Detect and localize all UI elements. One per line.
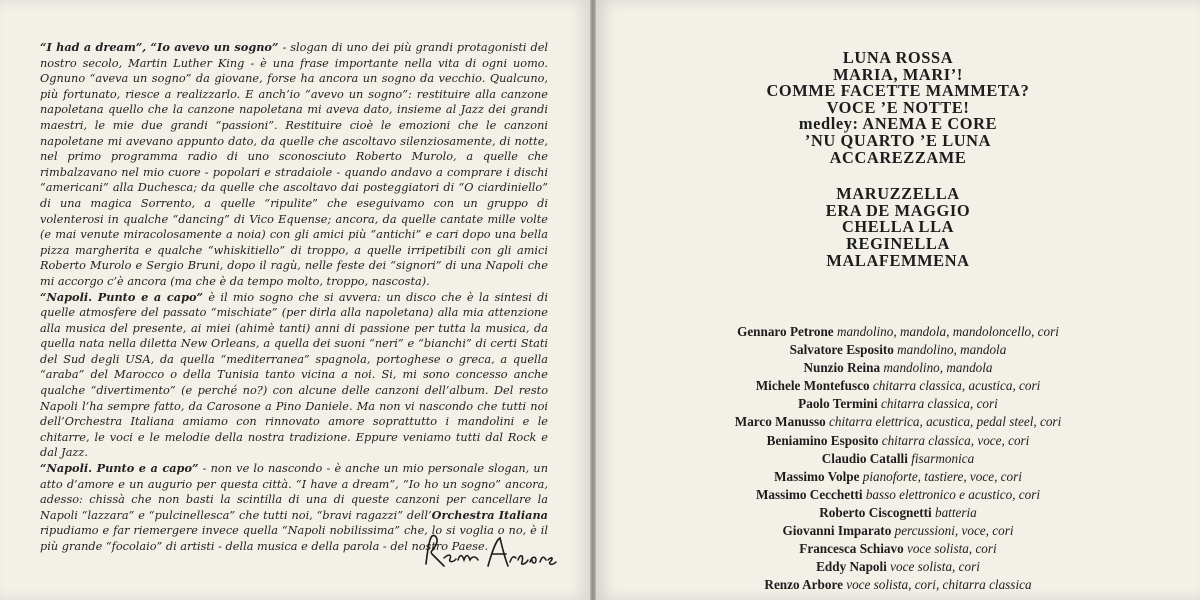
essay-segment: “I had a dream”, “Io avevo un sogno” (40, 40, 279, 54)
musician-role: batteria (934, 504, 977, 520)
musician-role: pianoforte, tastiere, voce, cori (862, 468, 1022, 484)
credit-row (596, 486, 1200, 504)
song-title: medley: ANEMA E CORE (798, 114, 998, 134)
essay-segment: “Napoli. Punto e a capo” (40, 461, 199, 476)
musician-name: Beniamino Esposito (766, 432, 879, 448)
essay-text (40, 40, 548, 555)
song-title: ’NU QUARTO ’E LUNA (804, 130, 992, 150)
credit-row (596, 323, 1200, 341)
essay-segment: “Napoli. Punto e a capo” (40, 289, 204, 304)
musician-name: Michele Montefusco (755, 378, 870, 394)
musician-name: Marco Manusso (734, 414, 826, 430)
song-title: MALAFEMMENA (826, 250, 970, 270)
credit-row (596, 432, 1200, 450)
musician-name: Paolo Termini (798, 396, 878, 412)
song-title: COMME FACETTE MAMMETA? (766, 81, 1030, 101)
musician-role: chitarra classica, voce, cori (881, 432, 1030, 448)
musician-name: Massimo Volpe (774, 468, 860, 484)
credit-row (596, 450, 1200, 468)
musician-role: voce solista, cori, chitarra classica (846, 577, 1032, 593)
musician-role: voce solista, cori (890, 559, 980, 575)
credit-row (596, 377, 1200, 395)
musician-role: percussioni, voce, cori (894, 523, 1014, 539)
musician-role: mandolino, mandola, mandoloncello, cori (836, 324, 1059, 339)
credit-row (596, 522, 1200, 540)
musician-role: basso elettronico e acustico, cori (865, 486, 1041, 502)
song-title: MARUZZELLA (836, 184, 960, 204)
essay-paragraph-2 (40, 290, 548, 462)
musician-name: Francesca Schiavo (799, 541, 904, 557)
essay-segment: ripudiamo e far riemergere invece quella “Napoli nobilissima” che, lo si voglia o no, è il più grande “focolaio” di artisti - della musica e della parola - del nostro Paese. (40, 524, 548, 553)
song-title: REGINELLA (846, 233, 950, 253)
musician-name: Salvatore Esposito (789, 342, 894, 358)
song-title: VOCE ’E NOTTE! (826, 97, 970, 117)
credit-row (596, 468, 1200, 486)
song-title: LUNA ROSSA (842, 48, 954, 67)
credit-row (596, 395, 1200, 413)
musician-role: voce solista, cori (906, 541, 997, 557)
song-list-gap (596, 166, 1200, 186)
musician-name: Roberto Ciscognetti (819, 504, 932, 520)
musician-name: Massimo Cecchetti (755, 486, 863, 502)
musician-name: Giovanni Imparato (782, 523, 892, 539)
essay-segment: - non ve lo nascondo - è anche un mio personale slogan, un atto d’amore e un augurio per questa città. “I have a dream”, “Io ho un sogno” ancora, adesso: chissà che non basti la scintilla di una di queste canzoni per cancellare la Napoli “lazzara” e “pulcinellesca” che tutti noi, “bravi ragazzi” dell’ (40, 462, 548, 522)
handwritten-signature (418, 526, 558, 576)
song-title: ERA DE MAGGIO (825, 200, 971, 220)
song-list (596, 50, 1200, 269)
musician-name: Claudio Catalli (821, 450, 908, 466)
credit-row (596, 540, 1200, 558)
left-page (0, 0, 590, 600)
credit-row (596, 576, 1200, 594)
essay-segment: - slogan di uno dei più grandi protagonisti del nostro secolo, Martin Luther King - è una frase importante nella vita di ogni uomo. Ognuno “aveva un sogno” da giovane, forse ha ancora un sogno da vecchio. Qualcuno, più fortunato, riesce a realizzarlo. E anch’io “avevo un sogno”: restituire alla canzone napoletana quello che la canzone napoletana mi aveva dato, insieme al Jazz dei grandi maestri, le mie due grandi “passioni”. Restituire cioè le emozioni che le canzoni napoletane mi avevano appunto dato, da quelle che ascoltavo silenziosamente, di notte, nel primo programma radio di uno sconosciuto Roberto Murolo, a quelle che rimbalzavano nel mio cuore - popolari e stradaiole - quando andavo a comprare i dischi “americani” alla Duchesca; da quelle che ascoltavo dai posteggiatori di “O ciardiniello” di una magica Sorrento, a quelle “ripulite” che eseguivamo con un gruppo di volenterosi in qualche “dancing” di Vico Equense; ancora, da quelle cantate mille volte (e mai venute miracolosamente a noia) con gli amici più “antichi” e cari dopo una bella pizza margherita e qualche “whiskitiello” di troppo, a quelle irripetibili con gli amici Roberto Murolo e Sergio Bruni, dopo il ragù, nelle feste dei “signori” di una Napoli che mi accorgo c’è ancora (ma che è da tempo molto, troppo, nascosta). (40, 41, 548, 288)
musician-role: mandolino, mandola (897, 342, 1007, 358)
musician-role: chitarra classica, cori (880, 396, 998, 412)
essay-segment: è il mio sogno che si avvera: un disco che è la sintesi di quelle atmosfere del passato “mischiate” (per dirla alla napoletana) alla mia attenzione alla musica del presente, ai miei (ahimè tanti) anni di passione per tutta la musica, da quella nata nella diletta New Orleans, a quella dei suoni “neri” e “bianchi” di certi Stati del Sud degli USA, da quella “mediterranea” spagnola, portoghese o greca, a quella “araba” del Marocco o della Tunisia tanto vicina a noi. Si, mi sono concesso anche qualche “divertimento” (e perché no?) con alcune delle canzoni dell’album. Del resto Napoli l’ha sempre fatto, da Carosone a Pino Daniele. Ma non vi nascondo che tutti noi dell’Orchestra Italiana amiamo con rinnovato amore soprattutto i mandolini e le chitarre, le voci e le melodie della nostra tradizione. Eppure veniamo tutti dal Rock e dal Jazz. (40, 290, 548, 460)
musician-role: chitarra classica, acustica, cori (872, 378, 1041, 394)
credit-row (596, 413, 1200, 431)
musician-name: Eddy Napoli (816, 559, 887, 575)
musician-role: fisarmonica (911, 450, 975, 466)
song-title: CHELLA LLA (841, 217, 955, 237)
credit-row (596, 341, 1200, 359)
musician-name: Nunzio Reina (803, 360, 881, 376)
song-title: MARIA, MARI’! (833, 64, 963, 84)
credit-row (596, 504, 1200, 522)
song-title: ACCAREZZAME (829, 147, 967, 167)
musician-name: Renzo Arbore (764, 577, 843, 593)
essay-paragraph-1 (40, 40, 548, 290)
essay-segment: Orchestra Italiana (431, 507, 548, 522)
credit-row (596, 558, 1200, 576)
musician-credits (596, 323, 1200, 594)
musician-role: chitarra elettrica, acustica, pedal steel, cori (829, 414, 1062, 430)
credit-row (596, 359, 1200, 377)
musician-name: Gennaro Petrone (737, 324, 834, 339)
musician-role: mandolino, mandola (883, 360, 993, 376)
